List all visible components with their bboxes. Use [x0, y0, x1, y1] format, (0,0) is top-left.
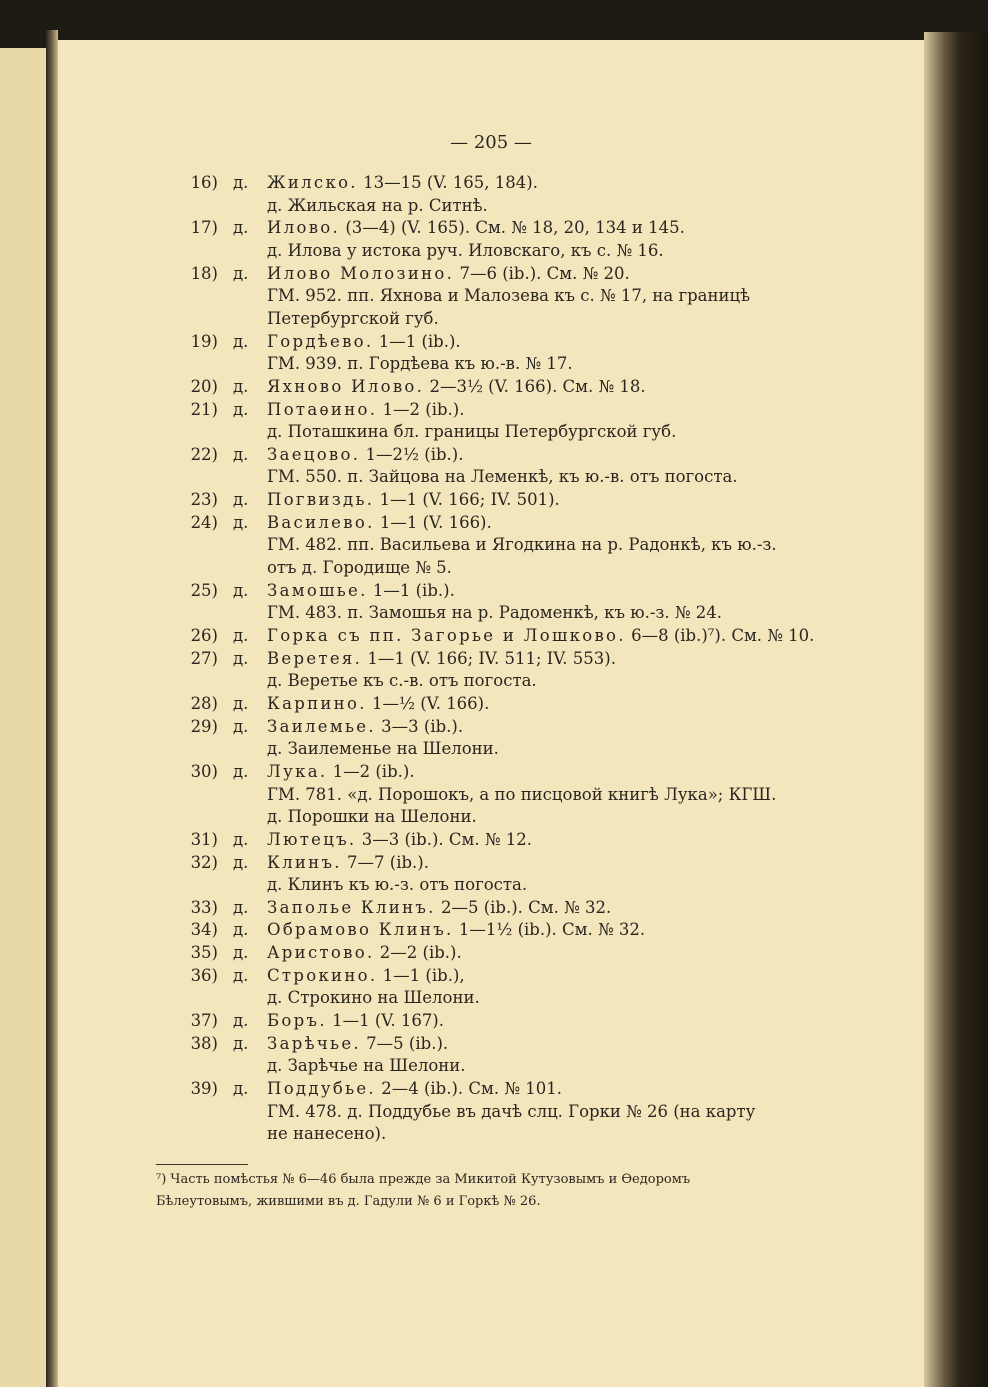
- village-name: Горка съ пп. Загорье и Лошково.: [267, 626, 626, 645]
- village-name: Погвиздь.: [267, 490, 375, 510]
- entry-line: [58, 1010, 924, 1032]
- entry-note: д. Порошки на Шелони.: [267, 807, 477, 827]
- entry-text: [267, 829, 532, 851]
- entry-note: д. Заилеменье на Шелони.: [267, 739, 499, 759]
- entry-line: [58, 512, 924, 534]
- entry-line: [58, 580, 924, 602]
- entry-continuation-line: [58, 874, 924, 896]
- village-name: Яхново Илово.: [267, 376, 425, 396]
- entry-text: [267, 399, 464, 421]
- entry-line: [58, 942, 924, 964]
- entry-line: [58, 919, 924, 941]
- village-name: Обрамово Клинъ.: [267, 920, 454, 940]
- entry-number: 32): [190, 852, 218, 872]
- entry-continuation-line: [58, 1055, 924, 1077]
- entry-type: д.: [233, 920, 249, 940]
- entry-text: [267, 172, 538, 194]
- entry-continuation-line: [58, 784, 924, 806]
- entry-line: [58, 399, 924, 421]
- entry-type: д.: [233, 512, 249, 532]
- village-name: Василево.: [267, 512, 375, 532]
- entry-text: [267, 444, 463, 466]
- entry-text: [267, 376, 646, 398]
- entry-type: д.: [233, 173, 249, 192]
- village-name: Заполье Клинъ.: [267, 897, 436, 917]
- entry-continuation-line: [58, 240, 924, 262]
- entry-details: 2—3½ (V. 166). См. № 18.: [424, 376, 646, 396]
- entry-note: д. Поташкина бл. границы Петербургской губ.: [267, 422, 677, 442]
- entry-line: [58, 761, 924, 783]
- entry-number: 20): [190, 376, 218, 396]
- entry-number: 38): [190, 1033, 218, 1053]
- entry-note: д. Зарѣчье на Шелони.: [267, 1056, 466, 1076]
- entry-note: ГМ. 550. п. Зайцова на Леменкѣ, къ ю.-в. отъ погоста.: [267, 467, 738, 487]
- village-name: Гордѣево.: [267, 331, 374, 351]
- entry-details: 2—4 (ib.). См. № 101.: [375, 1079, 562, 1098]
- entry-type: д.: [233, 399, 249, 419]
- entry-line: [58, 693, 924, 715]
- entry-text: [267, 693, 489, 715]
- entry-line: [58, 1078, 924, 1100]
- entry-note: ГМ. 478. д. Поддубье въ дачѣ слц. Горки № 26 (на карту: [267, 1101, 756, 1121]
- village-name: Поддубье.: [267, 1079, 376, 1098]
- village-name: Клинъ.: [267, 852, 342, 872]
- entry-type: д.: [233, 580, 249, 600]
- entry-details: 1—1 (ib.).: [367, 580, 455, 600]
- entry-note: ГМ. 483. п. Замошья на р. Радоменкѣ, къ ю.-з. № 24.: [267, 603, 722, 623]
- entry-number: 31): [190, 829, 218, 849]
- entry-continuation-line: [58, 195, 924, 217]
- entry-type: д.: [233, 490, 249, 510]
- footnote-line-1: ⁷) Часть помѣстья № 6—46 была прежде за Микитой Кутузовымъ и Ѳедоромъ: [156, 1172, 691, 1187]
- entry-details: 3—3 (ib.). См. № 12.: [356, 829, 532, 849]
- entry-details: 1—1 (V. 167).: [326, 1011, 444, 1031]
- entry-continuation-line: [58, 285, 924, 307]
- village-name: Потаѳино.: [267, 399, 378, 419]
- entry-number: 24): [190, 512, 218, 532]
- entry-text: [267, 942, 462, 964]
- entry-type: д.: [233, 693, 249, 713]
- entry-type: д.: [233, 943, 249, 963]
- entry-line: [58, 716, 924, 738]
- entry-note: Петербургской губ.: [267, 308, 439, 328]
- entry-continuation-line: [58, 1101, 924, 1123]
- footnote-rule: [156, 1164, 248, 1165]
- entry-details: 7—5 (ib.).: [360, 1033, 449, 1053]
- book-page: [58, 40, 924, 1387]
- entry-details: 1—1 (V. 166).: [374, 512, 492, 532]
- entry-note: ГМ. 939. п. Гордѣева къ ю.-в. № 17.: [267, 354, 573, 374]
- entry-details: 7—6 (ib.). См. № 20.: [454, 263, 630, 283]
- entry-type: д.: [233, 626, 249, 645]
- entry-text: [267, 1078, 562, 1100]
- book-gutter: [46, 30, 58, 1387]
- entry-details: 1—2½ (ib.).: [360, 444, 464, 464]
- entry-continuation-line: [58, 421, 924, 443]
- entry-line: [58, 331, 924, 353]
- entry-number: 16): [190, 173, 218, 192]
- entry-type: д.: [233, 263, 249, 283]
- entry-continuation-line: [58, 534, 924, 556]
- entry-number: 28): [190, 693, 218, 713]
- entry-text: [267, 716, 463, 738]
- entry-number: 39): [190, 1079, 218, 1098]
- entry-number: 25): [190, 580, 218, 600]
- entry-number: 29): [190, 716, 218, 736]
- village-name: Строкино.: [267, 965, 378, 985]
- entry-number: 35): [190, 943, 218, 963]
- entry-continuation-line: [58, 670, 924, 692]
- entry-text: [267, 625, 814, 647]
- entry-number: 36): [190, 965, 218, 985]
- entry-note: д. Строкино на Шелони.: [267, 988, 480, 1008]
- entry-type: д.: [233, 1033, 249, 1053]
- entry-number: 19): [190, 331, 218, 351]
- book-cover-edge: [924, 32, 988, 1387]
- entry-details: 13—15 (V. 165, 184).: [357, 173, 538, 192]
- village-name: Илово Молозино.: [267, 263, 455, 283]
- village-name: Лютецъ.: [267, 829, 357, 849]
- village-name: Веретея.: [267, 648, 363, 668]
- entry-line: [58, 172, 924, 194]
- village-name: Боръ.: [267, 1011, 327, 1031]
- entry-details: 6—8 (ib.)⁷). См. № 10.: [625, 626, 815, 645]
- entry-line: [58, 489, 924, 511]
- entry-type: д.: [233, 444, 249, 464]
- entry-note: ГМ. 952. пп. Яхнова и Малозева къ с. № 17, на границѣ: [267, 286, 751, 306]
- entry-type: д.: [233, 716, 249, 736]
- entry-type: д.: [233, 829, 249, 849]
- entry-details: 1—1 (V. 166; IV. 501).: [374, 490, 560, 510]
- entry-number: 23): [190, 490, 218, 510]
- village-name: Карпино.: [267, 693, 367, 713]
- entry-text: [267, 852, 429, 874]
- entry-number: 22): [190, 444, 218, 464]
- entry-continuation-line: [58, 1123, 924, 1145]
- entry-number: 37): [190, 1011, 218, 1031]
- entry-line: [58, 897, 924, 919]
- entry-details: 1—1 (V. 166; IV. 511; IV. 553).: [362, 648, 616, 668]
- village-name: Заилемье.: [267, 716, 376, 736]
- left-page-edge: [0, 48, 46, 1387]
- entry-line: [58, 444, 924, 466]
- entry-line: [58, 1033, 924, 1055]
- entry-note: ГМ. 482. пп. Васильева и Ягодкина на р. Радонкѣ, къ ю.-з.: [267, 535, 777, 555]
- entry-details: 1—2 (ib.).: [377, 399, 465, 419]
- entry-number: 27): [190, 648, 218, 668]
- entry-text: [267, 263, 630, 285]
- entry-continuation-line: [58, 987, 924, 1009]
- entry-continuation-line: [58, 602, 924, 624]
- entry-continuation-line: [58, 353, 924, 375]
- entry-note: д. Жильская на р. Ситнѣ.: [267, 195, 488, 215]
- footnote-line-2: Бѣлеутовымъ, жившими въ д. Гадули № 6 и Горкѣ № 26.: [156, 1194, 541, 1209]
- village-name: Илово.: [267, 218, 341, 238]
- entry-text: [267, 331, 461, 353]
- entry-line: [58, 648, 924, 670]
- entry-details: 1—2 (ib.).: [327, 761, 415, 781]
- entry-continuation-line: [58, 557, 924, 579]
- village-name: Аристово.: [267, 943, 375, 963]
- village-name: Лука.: [267, 761, 328, 781]
- entry-line: [58, 217, 924, 239]
- entry-type: д.: [233, 965, 249, 985]
- entry-details: 3—3 (ib.).: [375, 716, 464, 736]
- entry-details: 2—5 (ib.). См. № 32.: [435, 897, 612, 917]
- entry-number: 33): [190, 897, 218, 917]
- entry-line: [58, 263, 924, 285]
- entry-text: [267, 580, 455, 602]
- entry-line: [58, 625, 924, 647]
- entry-line: [58, 965, 924, 987]
- entry-line: [58, 852, 924, 874]
- entry-text: [267, 217, 685, 239]
- entry-details: 1—½ (V. 166).: [366, 693, 490, 713]
- page-number: — 205 —: [450, 132, 532, 153]
- entry-note: д. Илова у истока руч. Иловскаго, къ с. № 16.: [267, 240, 664, 260]
- entry-number: 18): [190, 263, 218, 283]
- entry-type: д.: [233, 331, 249, 351]
- entry-continuation-line: [58, 738, 924, 760]
- entry-text: [267, 897, 611, 919]
- entry-continuation-line: [58, 466, 924, 488]
- village-name: Замошье.: [267, 580, 368, 600]
- entry-note: ГМ. 781. «д. Порошокъ, а по писцовой книгѣ Лука»; КГШ.: [267, 784, 777, 804]
- village-name: Жилско.: [267, 173, 358, 192]
- entry-continuation-line: [58, 308, 924, 330]
- entry-text: [267, 512, 492, 534]
- entry-number: 21): [190, 399, 218, 419]
- entry-note: отъ д. Городище № 5.: [267, 558, 452, 578]
- entry-details: 2—2 (ib.).: [374, 943, 462, 963]
- entry-details: 1—1 (ib.),: [377, 965, 465, 985]
- entry-text: [267, 648, 616, 670]
- entry-type: д.: [233, 852, 249, 872]
- entry-type: д.: [233, 1079, 249, 1098]
- entry-number: 26): [190, 626, 218, 645]
- entry-type: д.: [233, 1011, 249, 1031]
- entry-type: д.: [233, 648, 249, 668]
- entry-number: 30): [190, 761, 218, 781]
- village-name: Заецово.: [267, 444, 361, 464]
- entry-note: д. Веретье къ с.-в. отъ погоста.: [267, 671, 537, 691]
- entry-number: 17): [190, 218, 218, 238]
- entry-note: д. Клинъ къ ю.-з. отъ погоста.: [267, 875, 528, 895]
- entry-type: д.: [233, 897, 249, 917]
- entry-details: 7—7 (ib.).: [341, 852, 429, 872]
- entry-text: [267, 965, 465, 987]
- entry-type: д.: [233, 761, 249, 781]
- entry-line: [58, 829, 924, 851]
- entry-details: 1—1½ (ib.). См. № 32.: [453, 920, 646, 940]
- entry-details: (3—4) (V. 165). См. № 18, 20, 134 и 145.: [340, 218, 685, 238]
- entry-details: 1—1 (ib.).: [373, 331, 461, 351]
- entry-text: [267, 919, 645, 941]
- entry-line: [58, 376, 924, 398]
- entry-type: д.: [233, 376, 249, 396]
- entry-text: [267, 1010, 444, 1032]
- entry-continuation-line: [58, 806, 924, 828]
- entry-text: [267, 1033, 448, 1055]
- entry-number: 34): [190, 920, 218, 940]
- village-name: Зарѣчье.: [267, 1033, 361, 1053]
- entry-text: [267, 489, 560, 511]
- entry-text: [267, 761, 415, 783]
- entry-type: д.: [233, 218, 249, 238]
- entry-note: не нанесено).: [267, 1124, 387, 1144]
